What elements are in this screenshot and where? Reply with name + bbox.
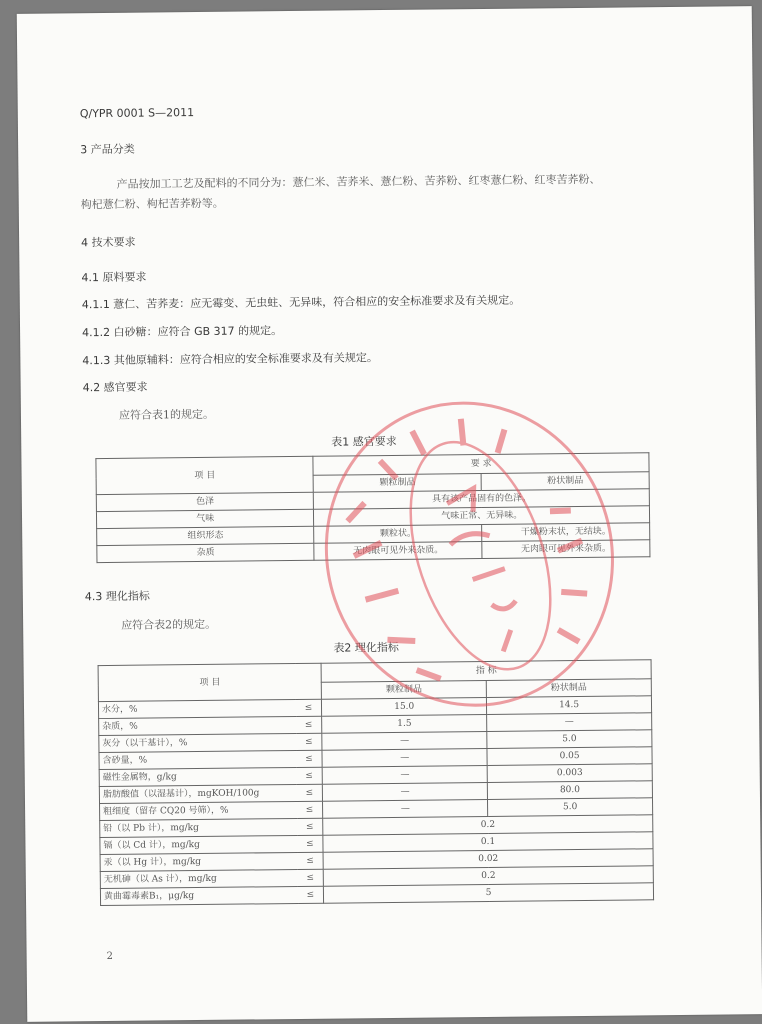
section-3-body-line1: 产品按加工工艺及配料的不同分为：薏仁米、苦荞米、薏仁粉、苦荞粉、红枣薏仁粉、红枣苦荞粉、	[116, 172, 601, 191]
section-4-title: 4 技术要求	[81, 235, 136, 250]
table2-granule-value: —	[323, 799, 488, 818]
table2-merged-value: 0.2	[323, 815, 653, 835]
table2-granule-value: —	[323, 782, 488, 801]
table1-head-item: 项 目	[96, 456, 314, 494]
table2-granule-value: —	[322, 765, 487, 784]
table2-granule-value: 1.5	[322, 714, 487, 733]
table2-symbol: ≤	[297, 852, 323, 869]
table1-granule-value: 无肉眼可见外来杂质。	[314, 542, 482, 561]
table2-merged-value: 0.02	[323, 849, 653, 869]
table2-item: 汞（以 Hg 计），mg/kg	[100, 852, 297, 871]
table2-powder-value: —	[487, 713, 652, 732]
table2-symbol: ≤	[296, 716, 322, 733]
table1-item: 色泽	[96, 492, 314, 511]
table2-symbol: ≤	[297, 818, 323, 835]
table2-symbol: ≤	[296, 750, 322, 767]
table2-powder-value: 80.0	[487, 781, 652, 800]
table1-head-req: 要 求	[313, 453, 649, 476]
table2-item: 含砂量，%	[99, 750, 296, 769]
table2-head-item: 项 目	[98, 663, 322, 701]
table1-item: 杂质	[97, 543, 315, 562]
table2-symbol: ≤	[297, 835, 323, 852]
table2-item: 水分，%	[98, 699, 295, 718]
table2-item: 黄曲霉毒素B₁，μg/kg	[100, 886, 297, 905]
section-4-1-3: 4.1.3 其他原辅料：应符合相应的安全标准要求及有关规定。	[82, 351, 378, 368]
standard-code: Q/YPR 0001 S—2011	[79, 106, 195, 121]
table1-item: 气味	[96, 509, 314, 528]
table1-merged-value: 具有该产品固有的色泽。	[314, 489, 650, 510]
table2-item: 铅（以 Pb 计），mg/kg	[100, 818, 297, 837]
sensory-table	[95, 452, 650, 563]
section-4-3-title: 4.3 理化指标	[84, 589, 150, 604]
table2-symbol: ≤	[298, 886, 324, 903]
table2-symbol: ≤	[296, 699, 322, 716]
table2-head-index: 指 标	[321, 660, 651, 682]
physicochemical-table	[98, 659, 654, 906]
section-4-1-title: 4.1 原料要求	[81, 270, 147, 285]
table2-symbol: ≤	[296, 784, 322, 801]
section-4-2-body: 应符合表1的规定。	[118, 407, 215, 422]
table2-powder-value: 0.05	[487, 747, 652, 766]
section-4-1-1: 4.1.1 薏仁、苦荞麦：应无霉变、无虫蛀、无异味，符合相应的安全标准要求及有关规定。	[81, 293, 521, 312]
table2-item: 无机砷（以 As 计），mg/kg	[100, 869, 297, 888]
table2-symbol: ≤	[296, 733, 322, 750]
table2-symbol: ≤	[297, 869, 323, 886]
table2-head-powder: 粉状制品	[486, 679, 651, 698]
table2-merged-value: 5	[324, 883, 654, 903]
table1-powder-value: 干燥粉末状，无结块。	[482, 523, 650, 542]
table2-item: 磁性金属物，g/kg	[99, 767, 296, 786]
table1-caption: 表1 感官要求	[331, 434, 397, 449]
table2-powder-value: 0.003	[487, 764, 652, 783]
section-4-2-title: 4.2 感官要求	[82, 380, 148, 395]
table2-head-granule: 颗粒制品	[322, 680, 487, 699]
table2-merged-value: 0.2	[323, 866, 653, 886]
table2-granule-value: —	[322, 731, 487, 750]
table2-powder-value: 14.5	[487, 696, 652, 715]
table2-powder-value: 5.0	[487, 730, 652, 749]
table1-granule-value: 颗粒状。	[314, 525, 482, 544]
table2-caption: 表2 理化指标	[333, 640, 399, 655]
table2-powder-value: 5.0	[488, 798, 653, 817]
table2-item: 镉（以 Cd 计），mg/kg	[100, 835, 297, 854]
table2-granule-value: 15.0	[322, 697, 487, 716]
section-4-3-body: 应符合表2的规定。	[121, 617, 217, 632]
table2-granule-value: —	[322, 748, 487, 767]
page-number: 2	[106, 950, 114, 962]
table2-item: 脂肪酸值（以湿基计），mgKOH/100g	[99, 784, 296, 803]
table2-symbol: ≤	[297, 801, 323, 818]
table2-merged-value: 0.1	[323, 832, 653, 852]
document-page	[17, 6, 762, 1022]
table2-item: 灰分（以干基计），%	[99, 733, 296, 752]
table1-item: 组织形态	[97, 526, 315, 545]
table1-merged-value: 气味正常、无异味。	[314, 506, 650, 527]
section-3-body-line2: 枸杞薏仁粉、枸杞苦荞粉等。	[80, 196, 224, 212]
section-3-title: 3 产品分类	[80, 142, 135, 157]
section-4-1-2: 4.1.2 白砂糖：应符合 GB 317 的规定。	[82, 324, 283, 340]
table2-item: 粗细度（留存 CQ20 号筛），%	[100, 801, 297, 820]
table1-head-powder: 粉状制品	[481, 472, 649, 491]
table1-head-granule: 颗粒制品	[314, 474, 482, 493]
table2-item: 杂质，%	[99, 716, 296, 735]
table1-powder-value: 无肉眼可见外来杂质。	[482, 540, 650, 559]
table2-symbol: ≤	[296, 767, 322, 784]
